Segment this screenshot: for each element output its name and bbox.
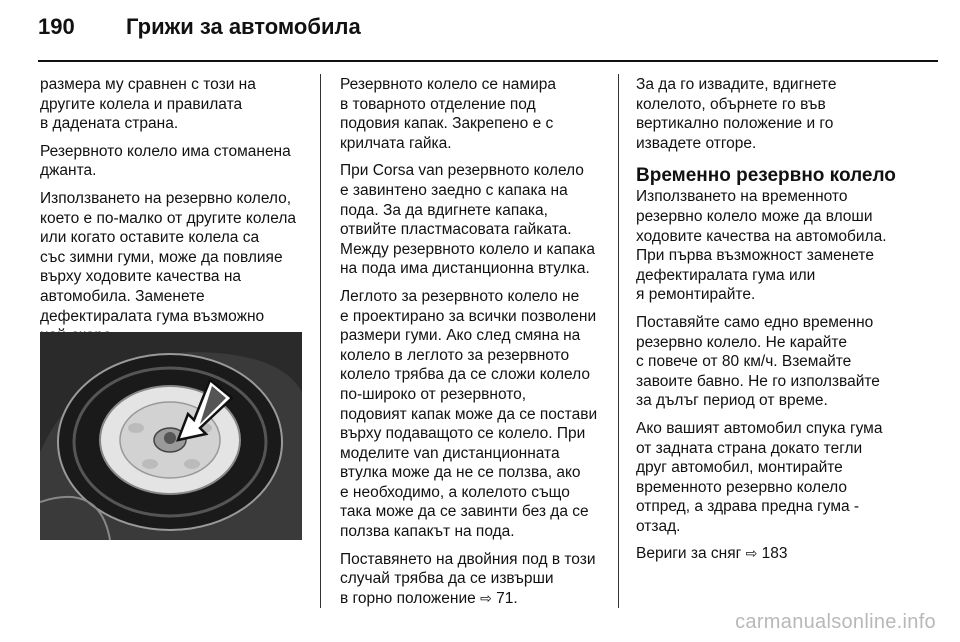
column-left bbox=[40, 75, 312, 354]
paragraph: При Corsa van резервното колело е завинтено заедно с капака на пода. За да вдигнете капака, отвийте пластмасовата гайката. Между резервното колело и капака на пода има дистанционна втулка. bbox=[340, 162, 595, 278]
paragraph: Леглото за резервното колело не е проектирано за всички позволени размери гуми. Ако след смяна на колело в леглото за резервното колело трябва да се сложи колело по-широко от резервното, подовият капак може да се постави върху подаващото се колело. При моделите van дистанционната втулка може да не се ползва, ако е необходимо, а колелото също така може да се завинти без да се ползва капакът на пода. bbox=[340, 287, 598, 541]
page-number: 190 bbox=[38, 14, 75, 39]
paragraph: Използването на резервно колело, което е по-малко от другите колела или когато оставите колела са със зимни гуми, може да повлияе върху ходовите качества на автомобила. Заменете дефектиралата гума възможно bbox=[40, 189, 296, 325]
page-header bbox=[38, 14, 361, 44]
section-title: Грижи за автомобила bbox=[126, 14, 361, 39]
spare-wheel-illustration bbox=[40, 332, 302, 540]
spare-wheel-drawing bbox=[40, 332, 302, 540]
arrow-right-icon: ⇨ bbox=[745, 545, 758, 562]
paragraph: размера му сравнен с този на другите колела и правилата в дадената страна. bbox=[40, 76, 256, 133]
column-middle bbox=[340, 75, 612, 616]
page-reference[interactable]: 183 bbox=[761, 545, 788, 563]
column-divider bbox=[618, 74, 619, 608]
paragraph: Ако вашият автомобил спука гума от задната страна докато тегли друг автомобил, монтирайте временното резервно колело отпред, а здрава предна гума - отзад. bbox=[636, 419, 883, 535]
paragraph-text: Поставянето на двойния под в този случай трябва да се извърши в горно положение bbox=[340, 550, 596, 607]
paragraph: Резервното колело има стоманена джанта. bbox=[40, 142, 291, 180]
watermark: carmanualsonline.info bbox=[735, 611, 936, 633]
arrow-right-icon: ⇨ bbox=[480, 589, 492, 606]
paragraph-with-reference bbox=[340, 550, 612, 609]
paragraph: Резервното колело се намира в товарното отделение под подовия капак. Закрепено е с крилчата гайка. bbox=[340, 76, 556, 152]
paragraph: Използването на временното резервно колело може да влоши ходовите качества на автомобила. При първа възможност заменете дефектиралата гума или я ремонтирайте. bbox=[636, 188, 887, 304]
paragraph-with-reference bbox=[636, 544, 926, 564]
column-divider bbox=[320, 74, 321, 608]
section-heading: Временно резервно колело bbox=[636, 165, 896, 187]
page-reference[interactable]: 71. bbox=[496, 589, 518, 607]
paragraph: Поставяйте само едно временно резервно колело. Не карайте с повече от 80 км/ч. Вземайте завоите бавно. Не го използвайте за дълъг период от време. bbox=[636, 313, 880, 410]
paragraph-text: Вериги за сняг bbox=[636, 545, 742, 563]
paragraph: За да го извадите, вдигнете колелото, обърнете го във вертикално положение и го извадете отгоре. bbox=[636, 76, 837, 152]
header-rule bbox=[38, 60, 938, 62]
column-right bbox=[636, 75, 926, 572]
